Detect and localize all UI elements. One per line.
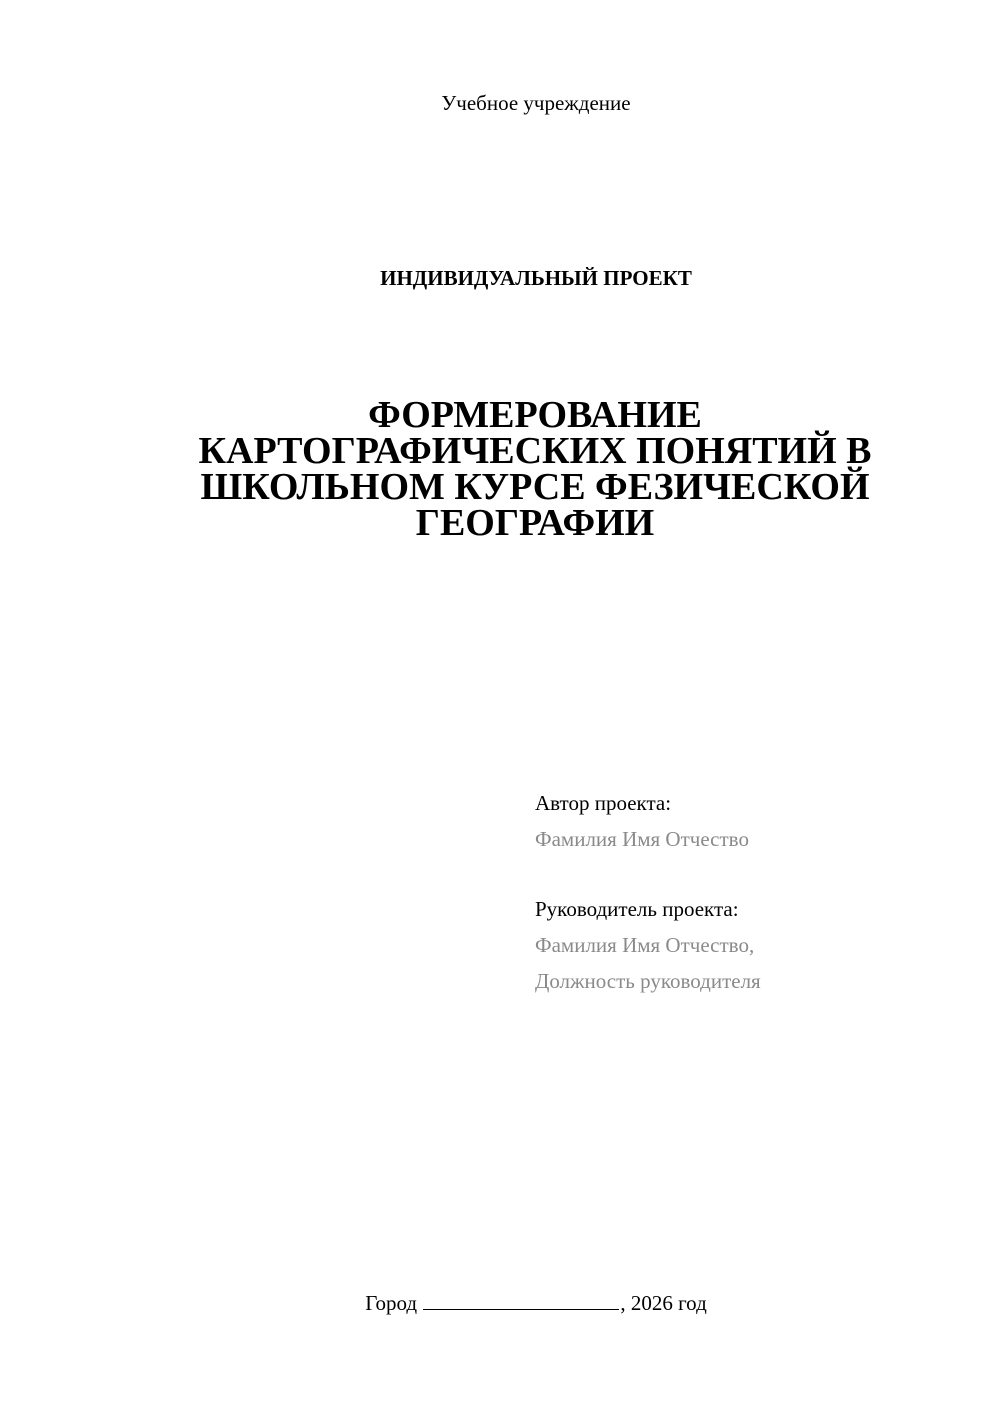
supervisor-position-placeholder: Должность руководителя [535,969,761,993]
author-name-placeholder: Фамилия Имя Отчество [535,827,749,851]
year-text: , 2026 год [620,1291,707,1315]
project-title-line: КАРТОГРАФИЧЕСКИХ ПОНЯТИЙ В [198,430,872,472]
supervisor-name-placeholder: Фамилия Имя Отчество, [535,933,755,957]
supervisor-label: Руководитель проекта: [535,897,739,921]
project-title-line: ШКОЛЬНОМ КУРСЕ ФЕЗИЧЕСКОЙ [200,466,870,508]
document-type: ИНДИВИДУАЛЬНЫЙ ПРОЕКТ [380,266,692,290]
author-label: Автор проекта: [535,791,672,815]
project-title [160,394,910,544]
city-year-line [0,1291,1000,1316]
project-title-line: ФОРМЕРОВАНИЕ [368,394,702,436]
city-label: Город [365,1291,418,1315]
project-title-line: ГЕОГРАФИИ [415,502,655,544]
city-blank-line [423,1291,619,1310]
institution-name: Учебное учреждение [441,91,631,115]
supervisor-block [535,891,761,999]
author-block [535,785,749,857]
